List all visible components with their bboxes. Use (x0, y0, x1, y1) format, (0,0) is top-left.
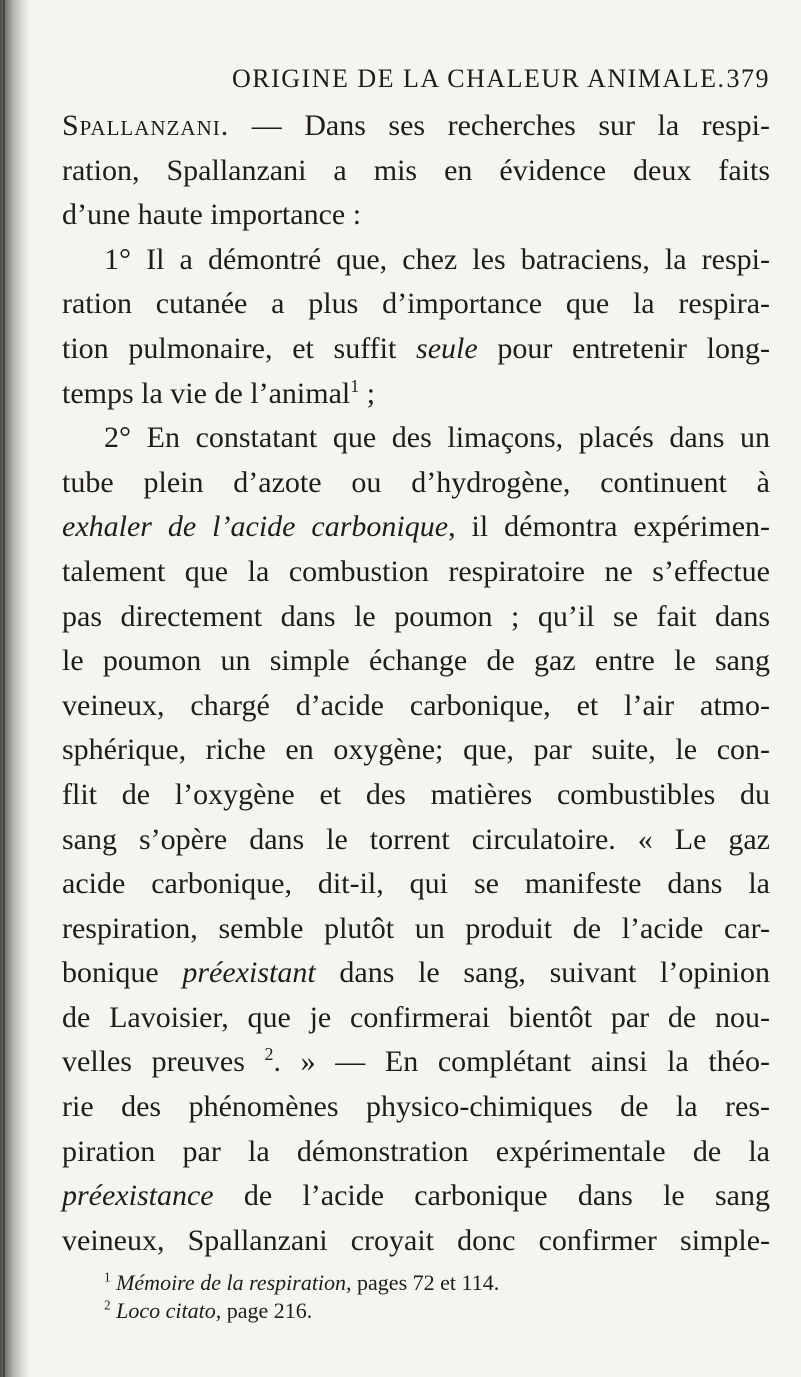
text-line (62, 327, 770, 372)
text-run: sphérique, riche en oxygène; que, par suite, le con- (62, 733, 770, 767)
text-line (62, 416, 770, 461)
text-run: ration, Spallanzani a mis en évidence deux faits (62, 153, 770, 187)
italic-text: préexistant (182, 956, 316, 990)
text-line (62, 282, 770, 327)
text-line (62, 639, 770, 684)
text-line (62, 996, 770, 1041)
page-number: 379 (726, 64, 770, 93)
text-run: de l’acide carbonique dans le sang (213, 1179, 770, 1213)
text-line (62, 104, 770, 149)
text-run: de Lavoisier, que je confirmerai bientôt par de nou- (62, 1000, 770, 1034)
text-run: le poumon un simple échange de gaz entre le sang (62, 644, 770, 678)
text-run: . » — En complétant ainsi la théo- (273, 1045, 770, 1079)
text-run: veineux, chargé d’acide carbonique, et l’air atmo- (62, 688, 770, 722)
text-line (62, 550, 770, 595)
text-line (62, 1040, 770, 1085)
text-run: ; (359, 376, 376, 410)
text-run: flit de l’oxygène et des matières combustibles du (62, 777, 770, 811)
book-page (62, 58, 770, 1325)
text-run: temps la vie de l’animal (62, 376, 351, 410)
footnote-marker: 2 (264, 1044, 274, 1065)
binding-edge (3, 0, 5, 1377)
text-run: veineux, Spallanzani croyait donc confirmer simple- (62, 1223, 770, 1257)
running-head (62, 58, 770, 104)
text-line (62, 773, 770, 818)
text-line (62, 1219, 770, 1264)
text-run: bonique (62, 956, 183, 990)
text-run: 2° En constatant que des limaçons, placés dans un (104, 421, 770, 455)
text-run: ration cutanée a plus d’importance que la respira- (62, 287, 770, 321)
text-line (62, 1085, 770, 1130)
text-run: dans le sang, suivant l’opinion (315, 956, 770, 990)
text-run: 1° Il a démontré que, chez les batraciens, la respi- (104, 242, 770, 276)
text-line (62, 238, 770, 283)
text-run: rie des phénomènes physico-chimiques de la res- (62, 1090, 770, 1124)
italic-text: Mémoire de la respiration (116, 1270, 347, 1296)
text-line (62, 372, 770, 417)
footnote-marker: 2 (104, 1298, 111, 1314)
text-run: sang s’opère dans le torrent circulatoire. « Le gaz (62, 822, 770, 856)
text-line (62, 684, 770, 729)
footnotes (62, 1269, 770, 1325)
text-line (62, 907, 770, 952)
text-line (62, 1174, 770, 1219)
text-line (62, 461, 770, 506)
text-run: — Dans ses recherches sur la respi- (229, 109, 770, 142)
body-text (62, 104, 770, 1263)
text-run: tion pulmonaire, et suffit (62, 331, 417, 365)
text-run: velles preuves (62, 1045, 265, 1079)
text-line (62, 951, 770, 996)
text-line (62, 595, 770, 640)
text-run: d’une haute importance : (62, 198, 362, 232)
text-run: pas directement dans le poumon ; qu’il se fait dans (62, 599, 770, 633)
footnote (104, 1269, 770, 1297)
text-run: acide carbonique, dit-il, qui se manifeste dans la (62, 867, 770, 901)
footnote-marker: 1 (104, 1270, 111, 1286)
text-line (62, 193, 770, 238)
text-run: piration par la démonstration expérimentale de la (62, 1134, 770, 1168)
running-title: ORIGINE DE LA CHALEUR ANIMALE. (232, 64, 726, 93)
text-run: , il démontra expérimen- (448, 510, 771, 544)
text-line (62, 862, 770, 907)
italic-text: préexistance (62, 1179, 214, 1213)
footnote-marker: 1 (350, 375, 360, 396)
text-run: , pages 72 et 114. (346, 1270, 500, 1296)
text-line (62, 728, 770, 773)
text-line (62, 505, 770, 550)
text-run: tube plein d’azote ou d’hydrogène, continuent à (62, 465, 770, 499)
italic-text: exhaler de l’acide carbonique (62, 510, 449, 544)
text-run: respiration, semble plutôt un produit de l’acide car- (62, 911, 770, 945)
text-line (62, 149, 770, 194)
footnote (104, 1297, 770, 1325)
text-line (62, 1130, 770, 1175)
small-caps-text: Spallanzani. (62, 109, 230, 142)
text-run: pour entretenir long- (477, 331, 770, 365)
italic-text: Loco citato (116, 1298, 216, 1324)
text-line (62, 818, 770, 863)
text-run: , page 216. (215, 1298, 313, 1324)
text-run: talement que la combustion respiratoire ne s’effectue (62, 554, 770, 588)
italic-text: seule (416, 331, 478, 365)
